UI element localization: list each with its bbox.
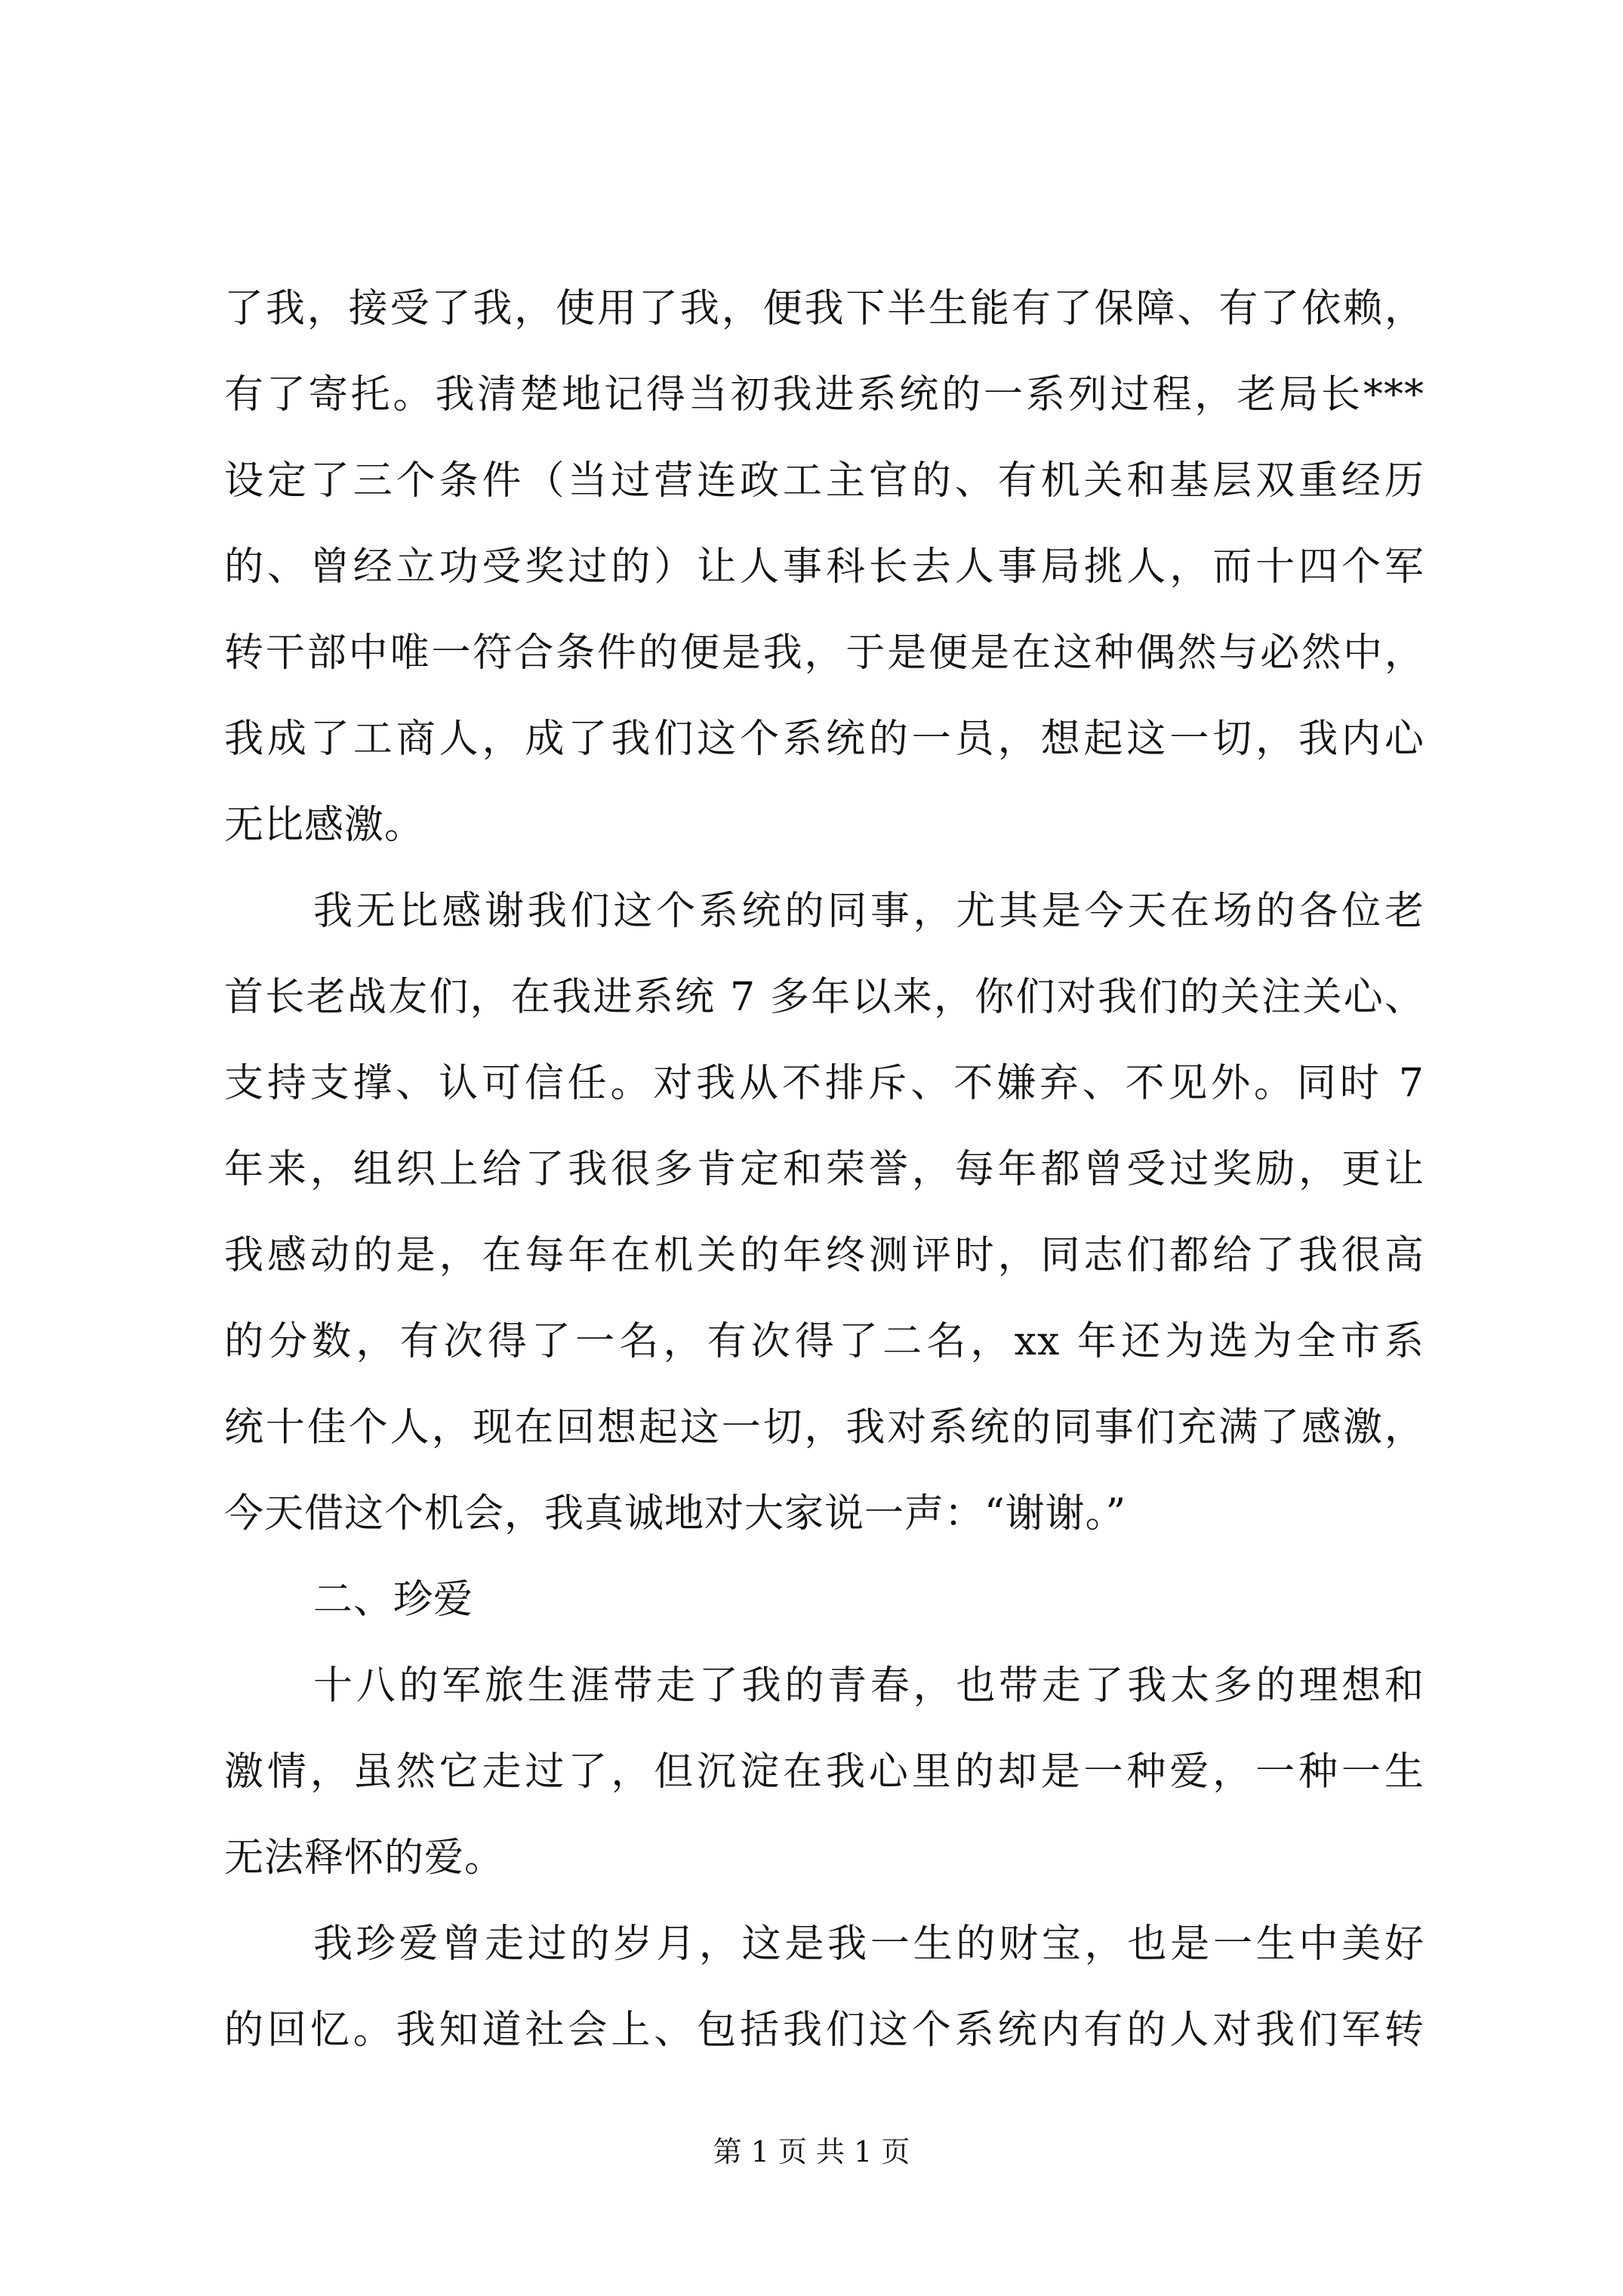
text-line: 今天借这个机会，我真诚地对大家说一声：“谢谢。” [224, 1491, 1127, 1536]
text-line: 支持支撑、认可信任。对我从不排斥、不嫌弃、不见外。同时 7 [224, 1061, 1424, 1106]
page-number-footer: 第 1 页 共 1 页 [713, 2135, 910, 2168]
text-line: 转干部中唯一符合条件的便是我，于是便是在这种偶然与必然中， [224, 630, 1424, 676]
text-line: 了我，接受了我，使用了我，便我下半生能有了保障、有了依赖， [224, 286, 1424, 331]
text-line: 无比感激。 [224, 803, 425, 848]
text-line: 十八的军旅生涯带走了我的青春，也带走了我太多的理想和 [313, 1663, 1424, 1709]
document-body [224, 266, 1424, 2073]
text-line: 的分数，有次得了一名，有次得了二名，xx 年还为选为全市系 [224, 1319, 1424, 1364]
text-line: 我感动的是，在每年在机关的年终测评时，同志们都给了我很高 [224, 1233, 1424, 1278]
text-line: 我珍爱曾走过的岁月，这是我一生的财宝，也是一生中美好 [313, 1922, 1424, 1967]
section-heading: 二、珍爱 [313, 1577, 474, 1623]
text-line: 激情，虽然它走过了，但沉淀在我心里的却是一种爱，一种一生 [224, 1749, 1424, 1795]
text-line: 统十佳个人，现在回想起这一切，我对系统的同事们充满了感激， [224, 1405, 1424, 1450]
text-line: 我无比感谢我们这个系统的同事，尤其是今天在场的各位老 [313, 889, 1424, 934]
text-line: 我成了工商人，成了我们这个系统的一员，想起这一切，我内心 [224, 717, 1424, 762]
text-line: 首长老战友们，在我进系统 7 多年以来，你们对我们的关注关心、 [224, 975, 1424, 1020]
text-line: 的、曾经立功受奖过的）让人事科长去人事局挑人，而十四个军 [224, 544, 1424, 590]
text-line: 年来，组织上给了我很多肯定和荣誉，每年都曾受过奖励，更让 [224, 1147, 1424, 1192]
text-line: 有了寄托。我清楚地记得当初我进系统的一系列过程，老局长*** [224, 372, 1424, 418]
text-line: 设定了三个条件（当过营连政工主官的、有机关和基层双重经历 [224, 458, 1424, 504]
text-line: 的回忆。我知道社会上、包括我们这个系统内有的人对我们军转 [224, 2008, 1424, 2053]
text-line: 无法释怀的爱。 [224, 1835, 505, 1881]
